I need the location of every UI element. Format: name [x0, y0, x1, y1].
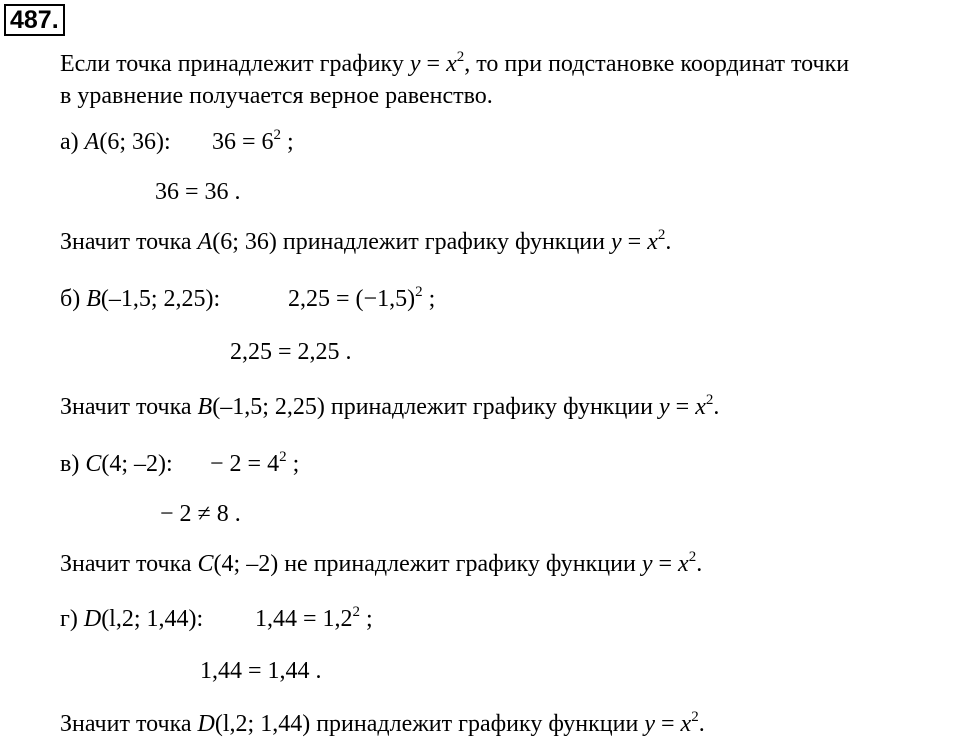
- conclusion-text-b: (–1,5; 2,25) принадлежит графику функции: [212, 394, 659, 420]
- conclusion-exponent: 2: [688, 549, 697, 565]
- conclusion-var-y: y: [659, 394, 670, 420]
- conclusion-var-x: x: [695, 394, 706, 420]
- part-d-conclusion: [60, 710, 705, 738]
- equation-exponent: 2: [279, 449, 287, 465]
- equation-exponent: 2: [415, 284, 423, 300]
- conclusion-eq-sign: =: [652, 551, 679, 577]
- part-d-equation-1: [255, 605, 373, 633]
- part-b-header: [60, 285, 220, 313]
- part-a-equation-1: [212, 128, 294, 156]
- intro-line-1: [60, 50, 849, 78]
- equation-end: ;: [281, 129, 294, 155]
- intro-var-x: x: [446, 51, 457, 77]
- part-a-conclusion: [60, 228, 671, 256]
- conclusion-end: .: [696, 551, 703, 577]
- conclusion-var-y: y: [641, 551, 653, 577]
- equation-exponent: 2: [352, 604, 361, 620]
- conclusion-text-b: (4; –2) не принадлежит графику функции: [213, 551, 642, 577]
- point-coords: (6; 36):: [99, 129, 171, 155]
- part-c-equation-2: − 2 ≠ 8 .: [160, 501, 241, 527]
- conclusion-end: .: [698, 711, 705, 737]
- conclusion-eq-sign: =: [669, 394, 696, 420]
- conclusion-var-x: x: [647, 229, 658, 255]
- intro-var-y: y: [409, 51, 421, 77]
- part-b-equation-1: [288, 285, 435, 313]
- conclusion-eq-sign: =: [655, 711, 681, 737]
- equation-base: 2,25 = (−1,5): [288, 286, 416, 312]
- equation-end: ;: [360, 606, 373, 632]
- point-coords: (l,2; 1,44):: [101, 606, 204, 632]
- equation-exponent: 2: [273, 127, 282, 143]
- conclusion-var-x: x: [678, 551, 689, 577]
- conclusion-point: D: [197, 711, 215, 737]
- equation-end: ;: [286, 451, 300, 477]
- point-name: A: [84, 129, 100, 155]
- conclusion-point: C: [197, 551, 214, 577]
- conclusion-point: A: [197, 229, 213, 255]
- conclusion-var-x: x: [680, 711, 692, 737]
- intro-line-2: в уравнение получается верное равенство.: [60, 83, 493, 109]
- intro-exponent: 2: [456, 49, 465, 65]
- point-name: D: [83, 606, 102, 632]
- equation-base: − 2 = 4: [210, 451, 280, 477]
- conclusion-point: B: [197, 394, 213, 420]
- conclusion-text-a: Значит точка: [60, 551, 198, 577]
- conclusion-text-a: Значит точка: [60, 394, 198, 420]
- conclusion-exponent: 2: [705, 392, 714, 408]
- part-label: а): [60, 129, 85, 155]
- conclusion-var-y: y: [644, 711, 655, 737]
- part-a-header: [60, 128, 171, 156]
- point-coords: (–1,5; 2,25):: [100, 286, 221, 312]
- part-a-equation-2: 36 = 36 .: [155, 179, 241, 205]
- problem-number: 487.: [4, 4, 65, 36]
- intro-text-b: , то при подстановке координат точки: [464, 51, 850, 77]
- conclusion-text-b: (l,2; 1,44) принадлежит графику функции: [214, 711, 645, 737]
- point-name: C: [85, 451, 102, 477]
- conclusion-text-a: Значит точка: [60, 711, 198, 737]
- intro-eq-sign: =: [420, 51, 447, 77]
- conclusion-text-a: Значит точка: [60, 229, 198, 255]
- conclusion-exponent: 2: [691, 709, 699, 725]
- point-coords: (4; –2):: [101, 451, 173, 477]
- conclusion-exponent: 2: [657, 227, 666, 243]
- part-c-equation-1: [210, 450, 299, 478]
- equation-end: ;: [422, 286, 436, 312]
- part-c-conclusion: [60, 550, 702, 578]
- part-b-equation-2: 2,25 = 2,25 .: [230, 339, 352, 365]
- equation-base: 36 = 6: [212, 129, 274, 155]
- conclusion-eq-sign: =: [621, 229, 648, 255]
- point-name: B: [86, 286, 101, 312]
- part-label: б): [60, 286, 87, 312]
- conclusion-end: .: [713, 394, 720, 420]
- part-label: г): [60, 606, 84, 632]
- part-d-header: [60, 605, 203, 633]
- part-b-conclusion: [60, 393, 719, 421]
- part-c-header: [60, 450, 173, 478]
- part-d-equation-2: 1,44 = 1,44 .: [200, 658, 322, 684]
- intro-text-a: Если точка принадлежит графику: [60, 51, 410, 77]
- conclusion-end: .: [665, 229, 672, 255]
- conclusion-var-y: y: [611, 229, 622, 255]
- equation-base: 1,44 = 1,2: [255, 606, 353, 632]
- part-label: в): [60, 451, 86, 477]
- conclusion-text-b: (6; 36) принадлежит графику функции: [212, 229, 611, 255]
